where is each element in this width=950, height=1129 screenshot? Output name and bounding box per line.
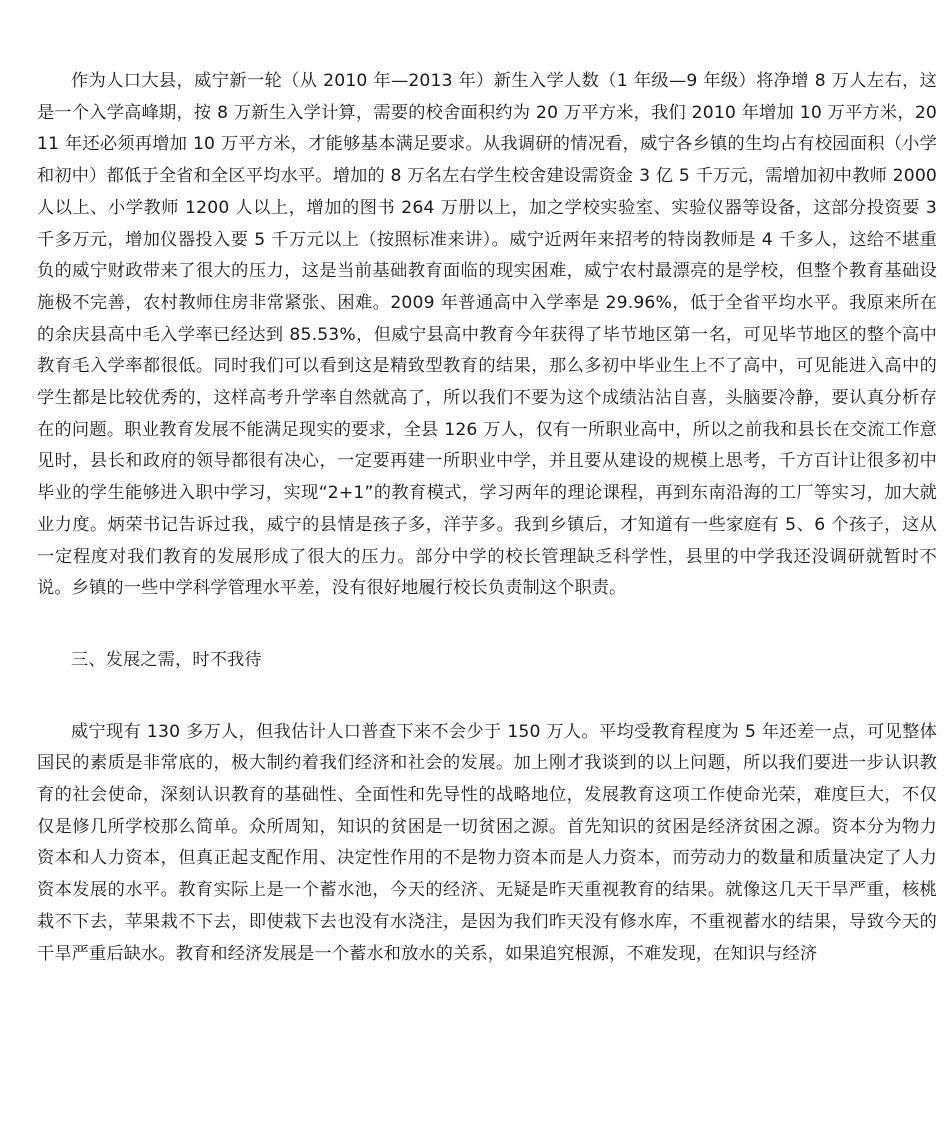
body-paragraph-1: 作为人口大县，威宁新一轮（从 2010 年—2013 年）新生入学人数（1 年级—9 年级）将净增 8 万人左右，这是一个入学高峰期，按 8 万新生入学计算，需要的校舍面积约为 20 万平方米，我们 2010 年增加 10 万平方米，2011 年还必须再增加 10 万平方米，才能够基本满足要求。从我调研的情况看，威宁各乡镇的生均占有校园面积（小学和初中）都低于全省和全区平均水平。增加的 8 万名左右学生校舍建设需资金 3 亿 5 千万元，需增加初中教师 2000 人以上、小学教师 1200 人以上，增加的图书 264 万册以上，加之学校实验室、实验仪器等设备，这部分投资要 3 千多万元，增加仪器投入要 5 千万元以上（按照标准来讲）。威宁近两年来招考的特岗教师是 4 千多人，这给不堪重负的威宁财政带来了很大的压力，这是当前基础教育面临的现实困难，威宁农村最漂亮的是学校，但整个教育基础设施极不完善，农村教师住房非常紧张、困难。2009 年普通高中入学率是 29.96%，低于全省平均水平。我原来所在的余庆县高中毛入学率已经达到 85.53%，但威宁县高中教育今年获得了毕节地区第一名，可见毕节地区的整个高中教育毛入学率都很低。同时我们可以看到这是精致型教育的结果，那么多初中毕业生上不了高中，可见能进入高中的学生都是比较优秀的，这样高考升学率自然就高了，所以我们不要为这个成绩沾沾自喜，头脑要冷静，要认真分析存在的问题。职业教育发展不能满足现实的要求，全县 126 万人，仅有一所职业高中，所以之前我和县长在交流工作意见时，县长和政府的领导都很有决心，一定要再建一所职业中学，并且要从建设的规模上思考，千方百计让很多初中毕业的学生能够进入职中学习，实现“2+1”的教育模式，学习两年的理论课程，再到东南沿海的工厂等实习，加大就业力度。炳荣书记告诉过我，威宁的县情是孩子多，洋芋多。我到乡镇后，才知道有一些家庭有 5、6 个孩子，这从一定程度对我们教育的发展形成了很大的压力。部分中学的校长管理缺乏科学性，县里的中学我还没调研就暂时不说。乡镇的一些中学科学管理水平差，没有很好地履行校长负责制这个职责。 bbox=[37, 71, 937, 599]
paragraph-spacer bbox=[37, 605, 937, 645]
section-heading: 三、发展之需，时不我待 bbox=[71, 649, 262, 670]
document-page bbox=[37, 66, 937, 970]
body-paragraph-2: 威宁现有 130 多万人，但我估计人口普查下来不会少于 150 万人。平均受教育程度为 5 年还差一点，可见整体国民的素质是非常底的，极大制约着我们经济和社会的发展。加上刚才我谈到的以上问题，所以我们要进一步认识教育的社会使命，深刻认识教育的基础性、全面性和先导性的战略地位，发展教育这项工作使命光荣，难度巨大，不仅仅是修几所学校那么简单。众所周知，知识的贫困是一切贫困之源。首先知识的贫困是经济贫困之源。资本分为物力资本和人力资本，但真正起支配作用、决定性作用的不是物力资本而是人力资本，而劳动力的数量和质量决定了人力资本发展的水平。教育实际上是一个蓄水池，今天的经济、无疑是昨天重视教育的结果。就像这几天干旱严重，核桃栽不下去，苹果栽不下去，即使栽下去也没有水浇注，是因为我们昨天没有修水库，不重视蓄水的结果，导致今天的干旱严重后缺水。教育和经济发展是一个蓄水和放水的关系，如果追究根源，不难发现，在知识与经济 bbox=[37, 721, 937, 964]
paragraph-spacer bbox=[37, 677, 937, 717]
